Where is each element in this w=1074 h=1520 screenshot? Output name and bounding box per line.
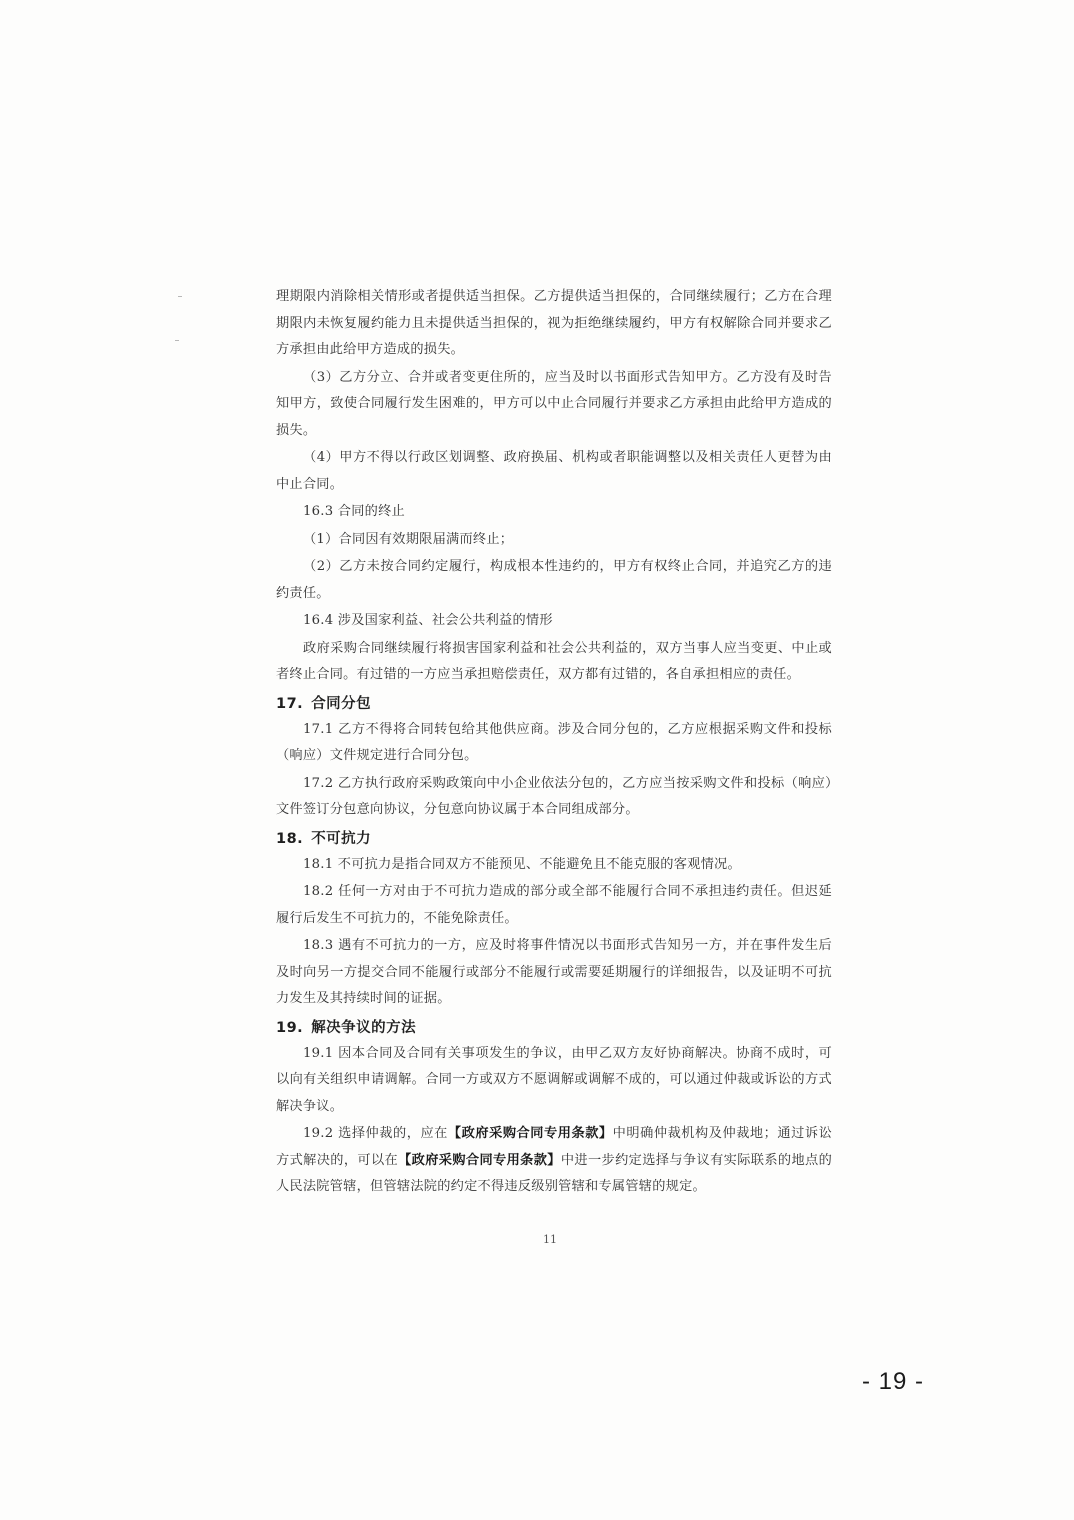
- scan-page-number: 11: [543, 1233, 557, 1246]
- scan-artifact-mark: [178, 296, 182, 297]
- section-title: 解决争议的方法: [311, 1019, 417, 1036]
- body-paragraph: 理期限内消除相关情形或者提供适当担保。乙方提供适当担保的，合同继续履行；乙方在合理期限内未恢复履约能力且未提供适当担保的，视为拒绝继续履约，甲方有权解除合同并要求乙方承担由此给甲方造成的损失。: [276, 289, 832, 357]
- subsection-title: 16.4 涉及国家利益、社会公共利益的情形: [303, 613, 553, 628]
- body-paragraph: 18.3 遇有不可抗力的一方，应及时将事件情况以书面形式告知另一方，并在事件发生后及时向另一方提交合同不能履行或部分不能履行或需要延期履行的详细报告，以及证明不可抗力发生及其持续时间的证据。: [276, 938, 832, 1006]
- clause-reference: 【政府采购合同专用条款】: [447, 1126, 613, 1141]
- section-number: 17.: [276, 695, 304, 712]
- section-heading-17: [276, 691, 832, 717]
- body-paragraph: 19.1 因本合同及合同有关事项发生的争议，由甲乙双方友好协商解决。协商不成时，可以向有关组织申请调解。合同一方或双方不愿调解或调解不成的，可以通过仲裁或诉讼的方式解决争议。: [276, 1045, 832, 1114]
- section-heading-18: [276, 826, 832, 852]
- body-paragraph: 政府采购合同继续履行将损害国家利益和社会公共利益的，双方当事人应当变更、中止或者终止合同。有过错的一方应当承担赔偿责任，双方都有过错的，各自承担相应的责任。: [276, 640, 832, 682]
- subsection-title: 16.3 合同的终止: [303, 504, 405, 519]
- body-paragraph: （1）合同因有效期限届满而终止；: [303, 531, 514, 547]
- body-paragraph: 18.1 不可抗力是指合同双方不能预见、不能避免且不能克服的客观情况。: [303, 856, 741, 872]
- body-paragraph: （4）甲方不得以行政区划调整、政府换届、机构或者职能调整以及相关责任人更替为由中止合同。: [276, 450, 832, 492]
- section-title: 合同分包: [311, 695, 372, 712]
- section-heading-19: [276, 1015, 832, 1041]
- paragraph-text: 中进一步约定选择与争议有实际联系的地点的人民法院管辖，但管辖法院的约定不得违反级别管辖和专属管辖的规定。: [276, 1152, 833, 1194]
- scan-artifact-mark: [175, 340, 179, 341]
- paragraph-text: 中明确仲裁机构及仲裁地；通过诉讼方式解决的，可以在: [276, 1126, 833, 1168]
- section-number: 19.: [276, 1019, 304, 1036]
- paragraph-text: 19.2 选择仲裁的，应在: [303, 1126, 448, 1141]
- body-paragraph: 17.2 乙方执行政府采购政策向中小企业依法分包的，乙方应当按采购文件和投标（响应）文件签订分包意向协议，分包意向协议属于本合同组成部分。: [276, 775, 832, 817]
- document-page-number: - 19 -: [862, 1368, 925, 1395]
- body-paragraph: （2）乙方未按合同约定履行，构成根本性违约的，甲方有权终止合同，并追究乙方的违约责任。: [276, 559, 832, 601]
- section-title: 不可抗力: [311, 830, 372, 847]
- body-paragraph: 18.2 任何一方对由于不可抗力造成的部分或全部不能履行合同不承担违约责任。但迟延履行后发生不可抗力的，不能免除责任。: [276, 884, 832, 926]
- section-number: 18.: [276, 830, 304, 847]
- body-paragraph: [276, 1121, 832, 1201]
- document-body: [276, 284, 832, 1201]
- body-paragraph: 17.1 乙方不得将合同转包给其他供应商。涉及合同分包的，乙方应根据采购文件和投标（响应）文件规定进行合同分包。: [276, 721, 832, 763]
- body-paragraph: （3）乙方分立、合并或者变更住所的，应当及时以书面形式告知甲方。乙方没有及时告知甲方，致使合同履行发生困难的，甲方可以中止合同履行并要求乙方承担由此给甲方造成的损失。: [276, 369, 832, 438]
- clause-reference: 【政府采购合同专用条款】: [398, 1152, 561, 1168]
